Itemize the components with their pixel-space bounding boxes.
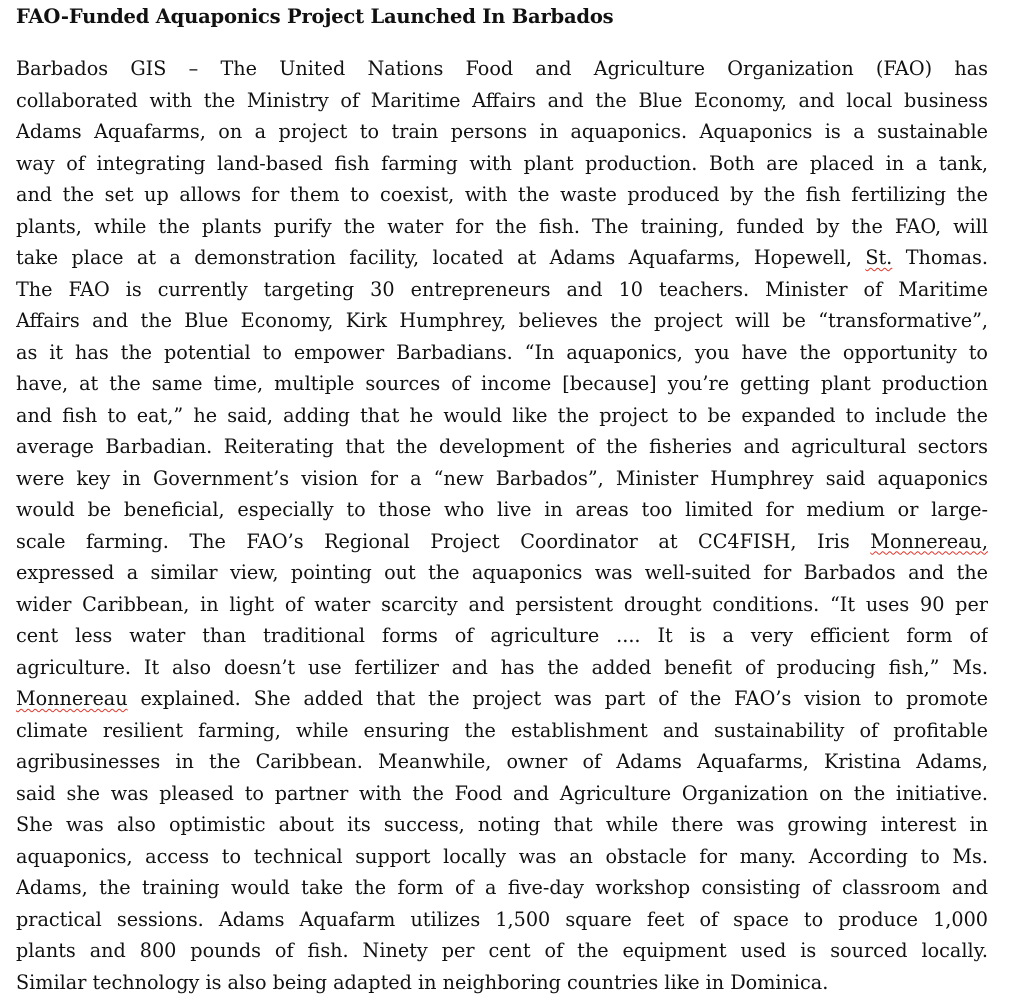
spelling-flagged-word[interactable]: Monnereau — [16, 687, 128, 710]
body-line: Barbados GIS – The United Nations Food and Agriculture Organization (FAO) has — [16, 57, 988, 80]
body-line: agribusinesses in the Caribbean. Meanwhile, owner of Adams Aquafarms, Kristina Adams, — [16, 750, 988, 773]
body-line: aquaponics, access to technical support locally was an obstacle for many. According to Ms. — [16, 844, 988, 868]
body-line: She was also optimistic about its success, noting that while there was growing interest in — [16, 813, 988, 836]
body-line-text: take place at a demonstration facility, located at Adams Aquafarms, Hopewell, — [16, 246, 852, 269]
body-line: would be beneficial, especially to those who live in areas too limited for medium or large- — [16, 498, 988, 521]
spelling-flagged-word[interactable]: Monnereau, — [870, 529, 988, 553]
spelling-flagged-word[interactable]: St. — [865, 246, 893, 269]
body-line — [16, 242, 988, 274]
body-line — [16, 683, 988, 715]
body-line-last: Similar technology is also being adapted in neighboring countries like in Dominica. — [16, 970, 829, 994]
body-line: climate resilient farming, while ensuring the establishment and sustainability of profitable — [16, 718, 988, 742]
article-body — [16, 53, 988, 998]
body-line: expressed a similar view, pointing out the aquaponics was well-suited for Barbados and the — [16, 561, 988, 584]
body-line: Affairs and the Blue Economy, Kirk Humphrey, believes the project will be “transformative”, — [16, 309, 988, 332]
body-line: as it has the potential to empower Barbadians. “In aquaponics, you have the opportunity to — [16, 340, 988, 364]
body-line: cent less water than traditional forms of agriculture .... It is a very efficient form of — [16, 624, 988, 647]
body-line: and fish to eat,” he said, adding that he would like the project to be expanded to include the — [16, 403, 988, 427]
body-line: collaborated with the Ministry of Maritime Affairs and the Blue Economy, and local business — [16, 88, 988, 112]
article-title: FAO-Funded Aquaponics Project Launched In Barbados — [16, 5, 614, 28]
body-line: Adams, the training would take the form of a five-day workshop consisting of classroom and — [16, 876, 988, 899]
body-line: practical sessions. Adams Aquafarm utilizes 1,500 square feet of space to produce 1,000 — [16, 907, 988, 931]
body-line: said she was pleased to partner with the Food and Agriculture Organization on the initiative. — [16, 781, 988, 805]
body-line: were key in Government’s vision for a “new Barbados”, Minister Humphrey said aquaponics — [16, 466, 988, 490]
body-line-text: explained. She added that the project was part of the FAO’s vision to promote — [140, 687, 988, 710]
body-line: and the set up allows for them to coexist, with the waste produced by the fish fertilizing the — [16, 183, 988, 206]
body-line-text: scale farming. The FAO’s Regional Project Coordinator at CC4FISH, Iris — [16, 529, 850, 553]
body-line — [16, 526, 988, 558]
body-line: agriculture. It also doesn’t use fertilizer and has the added benefit of producing fish,” Ms. — [16, 655, 988, 679]
document-page — [16, 0, 988, 998]
body-line: way of integrating land-based fish farming with plant production. Both are placed in a tank, — [16, 151, 988, 175]
body-line: Adams Aquafarms, on a project to train persons in aquaponics. Aquaponics is a sustainable — [16, 120, 988, 143]
body-line-text: Thomas. — [905, 246, 988, 269]
body-line: have, at the same time, multiple sources of income [because] you’re getting plant production — [16, 372, 988, 395]
body-line: average Barbadian. Reiterating that the development of the fisheries and agricultural sectors — [16, 435, 988, 458]
body-line: plants and 800 pounds of fish. Ninety per cent of the equipment used is sourced locally. — [16, 939, 988, 962]
body-line: plants, while the plants purify the water for the fish. The training, funded by the FAO, will — [16, 214, 988, 238]
body-line: wider Caribbean, in light of water scarcity and persistent drought conditions. “It uses 90 per — [16, 592, 988, 616]
body-line: The FAO is currently targeting 30 entrepreneurs and 10 teachers. Minister of Maritime — [16, 277, 988, 301]
